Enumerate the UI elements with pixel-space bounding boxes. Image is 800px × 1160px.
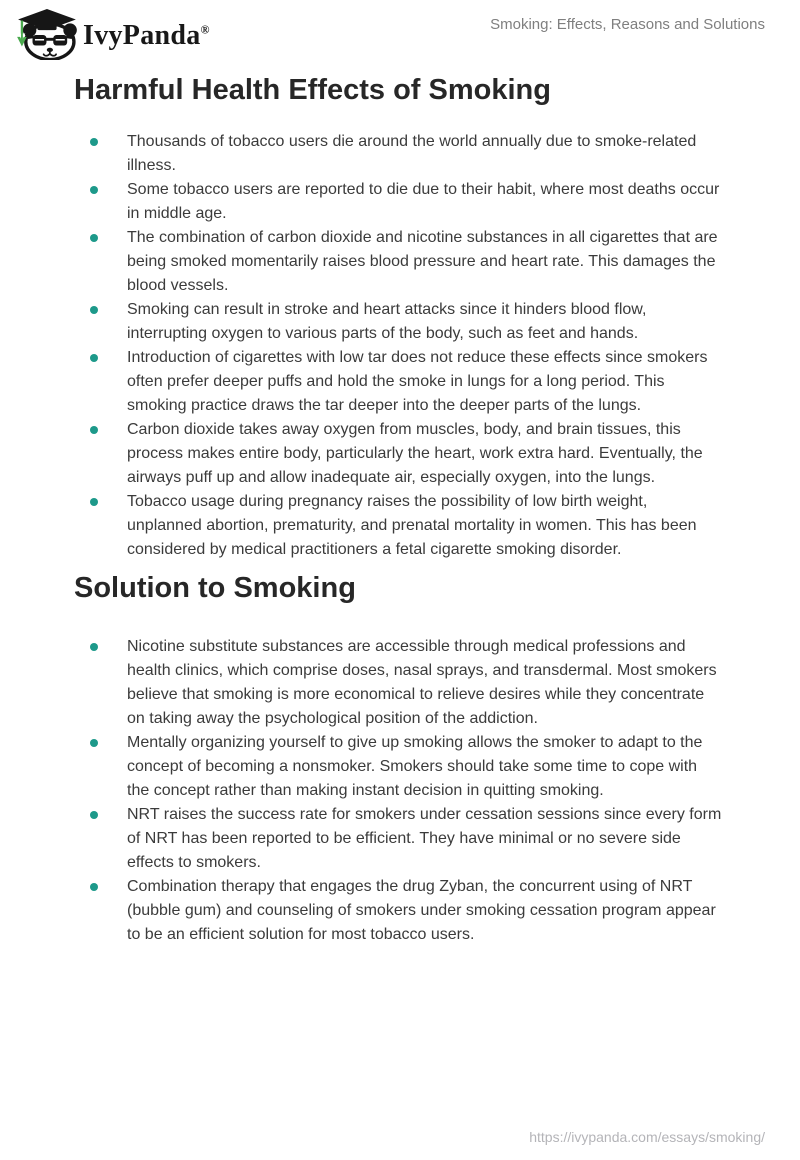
list-item [74, 346, 722, 418]
list-item-text: Combination therapy that engages the drug Zyban, the concurrent using of NRT (bubble gum) and counseling of smokers under smoking cessation program appear to be an efficient solution for most tobacco users. [127, 877, 716, 943]
list-item [74, 803, 722, 875]
brand-name-text: IvyPanda [83, 20, 201, 51]
list-item-text: Tobacco usage during pregnancy raises the possibility of low birth weight, unplanned abortion, prematurity, and prenatal mortality in women. This has been considered by medical practitioners a fetal cigarette smoking disorder. [127, 492, 697, 558]
bullet-icon [90, 643, 98, 651]
section-heading-effects: Harmful Health Effects of Smoking [74, 74, 551, 106]
list-item-text: Carbon dioxide takes away oxygen from muscles, body, and brain tissues, this process makes entire body, particularly the heart, work extra hard. Eventually, the airways puff up and allow inadequate air, especially oxygen, into the lungs. [127, 420, 703, 486]
panda-logo-icon [14, 8, 78, 60]
list-item [74, 130, 722, 178]
list-item [74, 731, 722, 803]
list-item-text: Mentally organizing yourself to give up smoking allows the smoker to adapt to the concept of becoming a nonsmoker. Smokers should take some time to cope with the concept rather than making instant decision in quitting smoking. [127, 733, 703, 799]
document-body [0, 73, 800, 947]
bullet-icon [90, 426, 98, 434]
list-item [74, 418, 722, 490]
page-header [0, 0, 800, 60]
document-title: Smoking: Effects, Reasons and Solutions [490, 16, 765, 33]
list-item [74, 226, 722, 298]
bullet-icon [90, 498, 98, 506]
bullet-icon [90, 138, 98, 146]
bullet-icon [90, 306, 98, 314]
list-item-text: Some tobacco users are reported to die due to their habit, where most deaths occur in middle age. [127, 180, 720, 222]
page-footer [529, 1129, 765, 1145]
list-item-text: The combination of carbon dioxide and nicotine substances in all cigarettes that are being smoked momentarily raises blood pressure and heart rate. This damages the blood vessels. [127, 228, 718, 294]
list-item-text: Nicotine substitute substances are accessible through medical professions and health clinics, which comprise doses, nasal sprays, and transdermal. Most smokers believe that smoking is more economical to relieve desires while they concentrate on taking away the psychological position of the addiction. [127, 637, 717, 727]
list-item [74, 875, 722, 947]
registered-mark: ® [200, 22, 210, 37]
list-item-text: NRT raises the success rate for smokers under cessation sessions since every form of NRT has been reported to be efficient. They have minimal or no severe side effects to smokers. [127, 805, 722, 871]
list-item [74, 490, 722, 562]
bullet-icon [90, 234, 98, 242]
bullet-icon [90, 883, 98, 891]
source-url: https://ivypanda.com/essays/smoking/ [529, 1129, 765, 1145]
ivypanda-logo [14, 8, 210, 60]
list-item [74, 635, 722, 731]
list-item [74, 178, 722, 226]
bullet-icon [90, 811, 98, 819]
bullet-icon [90, 186, 98, 194]
bullet-icon [90, 354, 98, 362]
effects-list [74, 130, 722, 562]
brand-name [83, 18, 210, 50]
section-heading-solution: Solution to Smoking [74, 571, 356, 604]
list-item-text: Introduction of cigarettes with low tar does not reduce these effects since smokers often prefer deeper puffs and hold the smoke in lungs for a long period. This smoking practice draws the tar deeper into the deeper parts of the lungs. [127, 348, 708, 414]
list-item-text: Thousands of tobacco users die around the world annually due to smoke-related illness. [127, 132, 697, 174]
list-item-text: Smoking can result in stroke and heart attacks since it hinders blood flow, interrupting oxygen to various parts of the body, such as feet and hands. [127, 300, 647, 342]
list-item [74, 298, 722, 346]
bullet-icon [90, 739, 98, 747]
solution-list [74, 635, 722, 947]
